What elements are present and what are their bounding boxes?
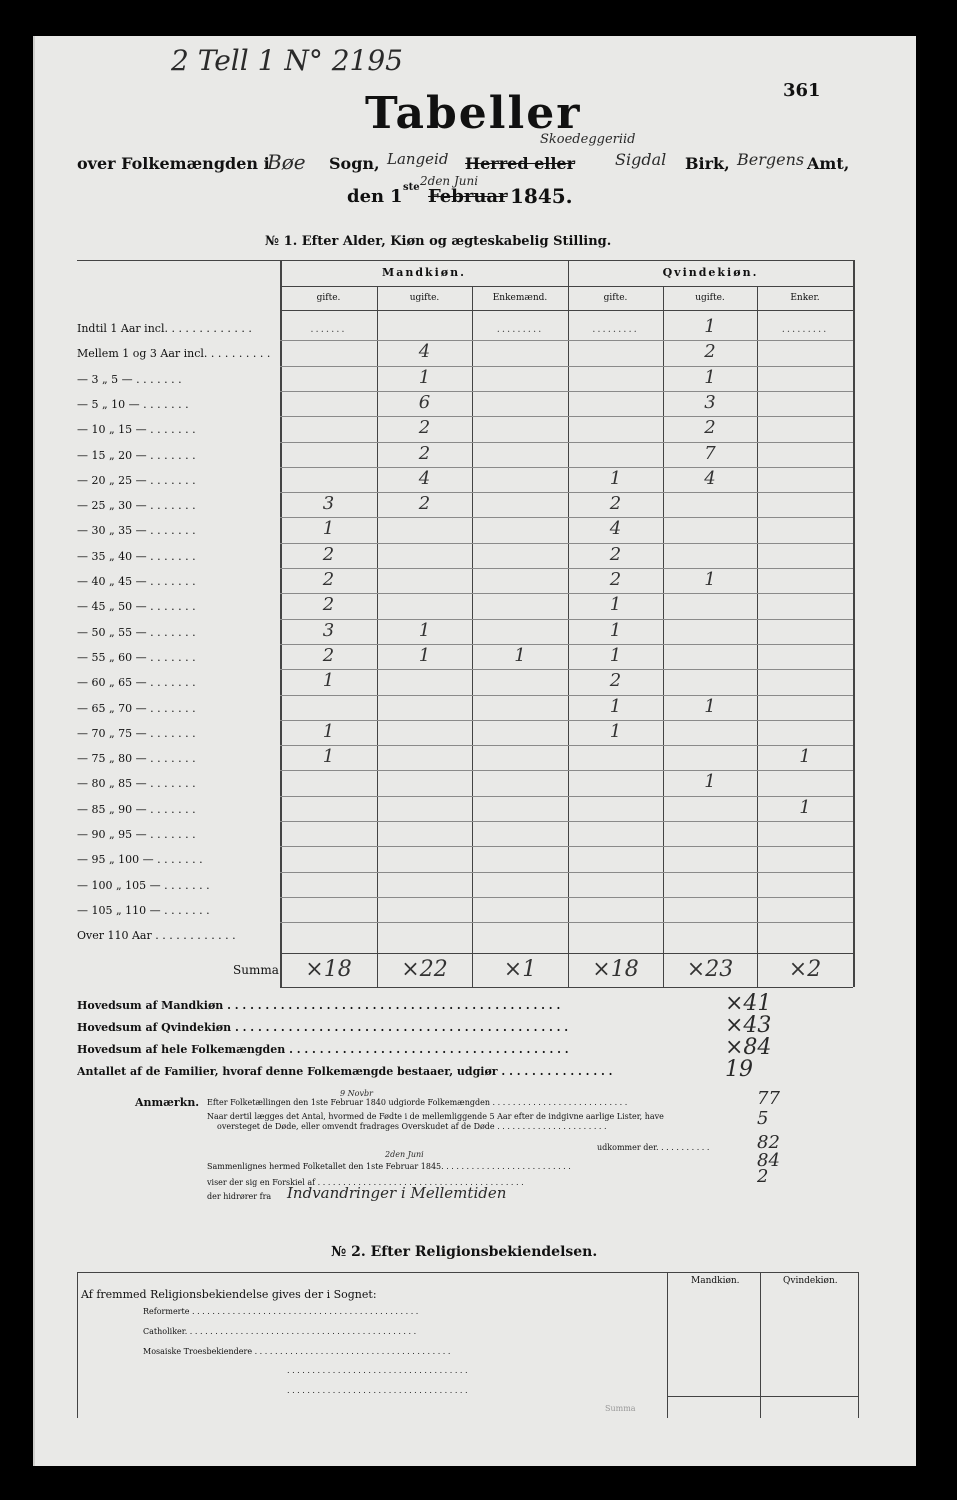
age-row-label: — 5 „ 10 — . . . . . . . (77, 397, 189, 411)
row-line (280, 872, 853, 873)
religion-item: . . . . . . . . . . . . . . . . . . . . . . . . . . . . . . . . . . . . (287, 1386, 468, 1395)
line2-day: 1 (390, 186, 403, 207)
age-cell: 1 (514, 644, 526, 666)
summa-cell: ×1 (503, 956, 537, 982)
section2-col-mandkion: Mandkiøn. (691, 1276, 740, 1286)
anmaerkn-line5: Sammenlignes hermed Folketallet den 1ste Februar 1845. . . . . . . . . . . . . . . . . . . . . . . . . . (207, 1162, 571, 1171)
age-row-label: — 30 „ 35 — . . . . . . . (77, 524, 196, 538)
age-row-label: — 90 „ 95 — . . . . . . . (77, 828, 196, 841)
row-line (280, 366, 853, 367)
column-header: gifte. (603, 293, 628, 303)
age-cell: ......... (496, 324, 544, 335)
age-row-label: — 10 „ 15 — . . . . . . . (77, 423, 196, 437)
age-cell: 2 (609, 670, 622, 692)
age-cell: 4 (609, 518, 622, 540)
line1-hand-above: Skoedeggeriid (540, 132, 636, 147)
anmaerkn-line5-hand: 2den Juni (385, 1150, 424, 1159)
age-cell: 3 (704, 391, 716, 413)
religion-item: Mosaiske Troesbekiendere . . . . . . . . . . . . . . . . . . . . . . . . . . . . . . . . . . . . . . . (143, 1347, 451, 1356)
age-row-label: — 65 „ 70 — . . . . . . . (77, 701, 196, 715)
column-line (853, 260, 855, 987)
total-label: Hovedsum af Mandkiøn . . . . . . . . . . . . . . . . . . . . . . . . . . . . . . . . . . . . . . . . . . . . (77, 998, 561, 1012)
total-value: ×84 (725, 1034, 772, 1060)
age-cell: 1 (322, 518, 335, 540)
age-cell: ....... (310, 324, 347, 335)
age-row-label: — 95 „ 100 — . . . . . . . (77, 853, 203, 867)
column-header: Enker. (790, 293, 820, 303)
line1-amt: Amt, (807, 154, 850, 173)
age-cell: 1 (799, 746, 811, 768)
age-row-label: — 25 „ 30 — . . . . . . . (77, 499, 196, 513)
anmaerkn-line5-value: 84 (757, 1150, 780, 1171)
age-cell: 2 (418, 442, 431, 464)
line2-hand-above: 2den Juni (420, 174, 479, 188)
line1-hand2: Sigdal (615, 150, 667, 169)
line2-month: Februar (428, 186, 508, 207)
anmaerkn-line1: Efter Folketællingen den 1ste Februar 1840 udgiorde Folkemængden . . . . . . . . . . . . . . . . . . . . . . . . . . . (207, 1098, 628, 1107)
column-header: gifte. (316, 293, 341, 303)
age-row-label: — 50 „ 55 — . . . . . . . (77, 625, 196, 639)
age-cell: 1 (418, 366, 431, 388)
table-top-line (77, 260, 853, 261)
section2-col-qvindekion: Qvindekiøn. (783, 1276, 838, 1286)
age-row-label: — 45 „ 50 — . . . . . . . (77, 600, 196, 614)
summa-cell: ×23 (686, 956, 734, 982)
age-row-label: — 105 „ 110 — . . . . . . . (77, 903, 210, 917)
line2-prefix: den (347, 186, 385, 207)
anmaerkn-line4-value: 82 (757, 1132, 780, 1153)
amt-name: Bergens (737, 150, 805, 169)
age-cell: 3 (322, 619, 335, 641)
column-header: ugifte. (409, 293, 440, 303)
age-row-label: — 3 „ 5 — . . . . . . . (77, 372, 182, 386)
age-cell: 2 (322, 569, 335, 590)
age-cell: 1 (704, 695, 716, 717)
anmaerkn-line6-value: 2 (757, 1166, 769, 1187)
total-label: Antallet af de Familier, hvoraf denne Folkemængde bestaaer, udgiør . . . . . . . . . . . . . . . (77, 1064, 613, 1078)
summa-cell: ×18 (592, 956, 639, 982)
age-cell: 1 (322, 746, 335, 768)
age-row-label: — 70 „ 75 — . . . . . . . (77, 726, 196, 740)
age-cell: 2 (609, 543, 622, 565)
body-end-line (280, 953, 853, 954)
age-row-label: — 40 „ 45 — . . . . . . . (77, 575, 196, 588)
age-cell: 1 (704, 316, 716, 337)
total-value: 19 (725, 1056, 753, 1082)
age-cell: 2 (322, 543, 335, 565)
section2-summa: Summa (605, 1404, 636, 1413)
line1-struck: Herred eller (465, 154, 576, 173)
total-label: Hovedsum af hele Folkemængden . . . . . . . . . . . . . . . . . . . . . . . . . . . . . . . . . . . . . (77, 1042, 569, 1056)
anmaerkn-line3-value: 5 (757, 1108, 769, 1129)
age-row-label: — 100 „ 105 — . . . . . . . (77, 878, 210, 892)
row-line (280, 922, 853, 923)
total-label: Hovedsum af Qvindekiøn . . . . . . . . . . . . . . . . . . . . . . . . . . . . . . . . . . . . . . . . . . . . (77, 1020, 569, 1034)
row-line (280, 442, 853, 443)
row-line (280, 391, 853, 392)
anmaerkn-line6: viser der sig en Forskiel af . . . . . . . . . . . . . . . . . . . . . . . . . . . . . . . . . . . . . . . . . (207, 1178, 524, 1187)
section2-heading: № 2. Efter Religionsbekiendelsen. (331, 1244, 598, 1260)
group-header: Qvindekiøn. (662, 266, 759, 279)
row-line (280, 416, 853, 417)
total-value: ×41 (725, 990, 772, 1016)
header-line (280, 286, 853, 287)
age-cell: 7 (704, 442, 716, 464)
line1-prefix: over Folkemængden i (77, 154, 270, 173)
age-cell: 2 (704, 417, 716, 439)
age-cell: 2 (418, 493, 431, 515)
religion-item: . . . . . . . . . . . . . . . . . . . . . . . . . . . . . . . . . . . . (287, 1366, 468, 1375)
age-cell: 1 (609, 467, 622, 489)
total-value: ×43 (725, 1012, 772, 1038)
age-row-label: — 60 „ 65 — . . . . . . . (77, 676, 196, 690)
anmaerkn-line7-hand: Indvandringer i Mellemtiden (287, 1184, 507, 1202)
age-row-label: — 75 „ 80 — . . . . . . . (77, 752, 196, 766)
age-cell: 6 (418, 391, 431, 413)
age-cell: 1 (418, 644, 431, 666)
summa-label: Summa (233, 962, 279, 977)
parish-name: Bøe (267, 150, 306, 174)
section1-heading: № 1. Efter Alder, Kiøn og ægteskabelig Stilling. (265, 234, 612, 249)
row-line (280, 340, 853, 341)
age-row-label: Mellem 1 og 3 Aar incl. . . . . . . . . . (77, 347, 271, 361)
header-line (280, 310, 853, 311)
age-cell: 2 (609, 493, 622, 515)
row-line (280, 897, 853, 898)
age-row-label: — 15 „ 20 — . . . . . . . (77, 448, 196, 462)
row-line (280, 821, 853, 822)
section2-intro: Af fremmed Religionsbekiendelse gives der i Sognet: (81, 1288, 377, 1301)
age-cell: 3 (322, 493, 335, 515)
row-line (280, 695, 853, 696)
anmaerkn-line2: Naar dertil lægges det Antal, hvormed de Fødte i de mellemliggende 5 Aar efter de indgivne aarlige Lister, have (207, 1112, 664, 1121)
age-row-label: — 20 „ 25 — . . . . . . . (77, 473, 196, 487)
page-number: 361 (783, 80, 821, 101)
column-header: Enkemænd. (492, 293, 548, 303)
age-row-label: Over 110 Aar . . . . . . . . . . . . (77, 929, 236, 943)
age-cell: 1 (704, 366, 716, 388)
age-row-label: — 85 „ 90 — . . . . . . . (77, 802, 196, 816)
page-title: Tabeller (365, 88, 582, 139)
summa-cell: ×18 (305, 956, 352, 982)
religion-item: Catholiker. . . . . . . . . . . . . . . . . . . . . . . . . . . . . . . . . . . . . . . . . . . . . . (143, 1327, 417, 1336)
age-cell: 2 (418, 417, 431, 439)
religion-item: Reformerte . . . . . . . . . . . . . . . . . . . . . . . . . . . . . . . . . . . . . . . . . . . . . (143, 1307, 419, 1316)
row-line (280, 770, 853, 771)
summa-end-line (280, 987, 853, 988)
anmaerkn-line1-value: 77 (757, 1088, 780, 1109)
age-cell: ......... (781, 324, 829, 335)
age-cell: 1 (704, 771, 716, 793)
line1-sogn: Sogn, (329, 154, 380, 173)
summa-cell: ×22 (401, 956, 448, 982)
age-row-label: — 55 „ 60 — . . . . . . . (77, 650, 196, 664)
age-cell: 4 (418, 467, 431, 489)
age-cell: 1 (418, 619, 431, 641)
anmaerkn-line3: oversteget de Døde, eller omvendt fradrages Overskudet af de Døde . . . . . . . . . . . . . . . . . . . . . . (217, 1122, 607, 1131)
age-cell: 1 (609, 695, 622, 717)
age-cell: 1 (609, 594, 622, 616)
age-cell: 1 (609, 644, 622, 666)
age-cell: 1 (322, 720, 335, 742)
age-cell: ......... (592, 324, 639, 335)
age-cell: 2 (322, 594, 335, 616)
summa-cell: ×2 (788, 956, 822, 982)
anmaerkn-label: Anmærkn. (135, 1096, 200, 1109)
age-cell: 2 (704, 341, 716, 363)
group-header: Mandkiøn. (382, 266, 466, 279)
column-header: ugifte. (695, 293, 725, 303)
age-cell: 2 (609, 569, 622, 590)
line2-day-sup: ste (403, 182, 420, 193)
line2-year: 1845. (510, 184, 573, 208)
age-row-label: — 80 „ 85 — . . . . . . . (77, 777, 196, 791)
anmaerkn-line1-hand: 9 Novbr (340, 1089, 373, 1098)
anmaerkn-line4: udkommer der. . . . . . . . . . . (597, 1143, 710, 1152)
age-cell: 1 (322, 670, 335, 692)
age-cell: 1 (609, 720, 622, 742)
age-cell: 1 (799, 796, 811, 818)
reference-handwriting: 2 Tell 1 N° 2195 (171, 44, 403, 77)
anmaerkn-line7: der hidrører fra (207, 1192, 272, 1201)
age-cell: 4 (704, 467, 716, 489)
age-cell: 4 (418, 341, 431, 363)
age-cell: 2 (322, 644, 335, 666)
age-cell: 1 (704, 569, 716, 590)
age-row-label: Indtil 1 Aar incl. . . . . . . . . . . . . (77, 322, 252, 335)
line1-hand1: Langeid (387, 150, 449, 168)
line1-birk: Birk, (685, 154, 730, 173)
row-line (280, 467, 853, 468)
age-cell: 1 (609, 619, 622, 641)
row-line (280, 846, 853, 847)
census-form-page (33, 36, 916, 1466)
age-row-label: — 35 „ 40 — . . . . . . . (77, 549, 196, 563)
